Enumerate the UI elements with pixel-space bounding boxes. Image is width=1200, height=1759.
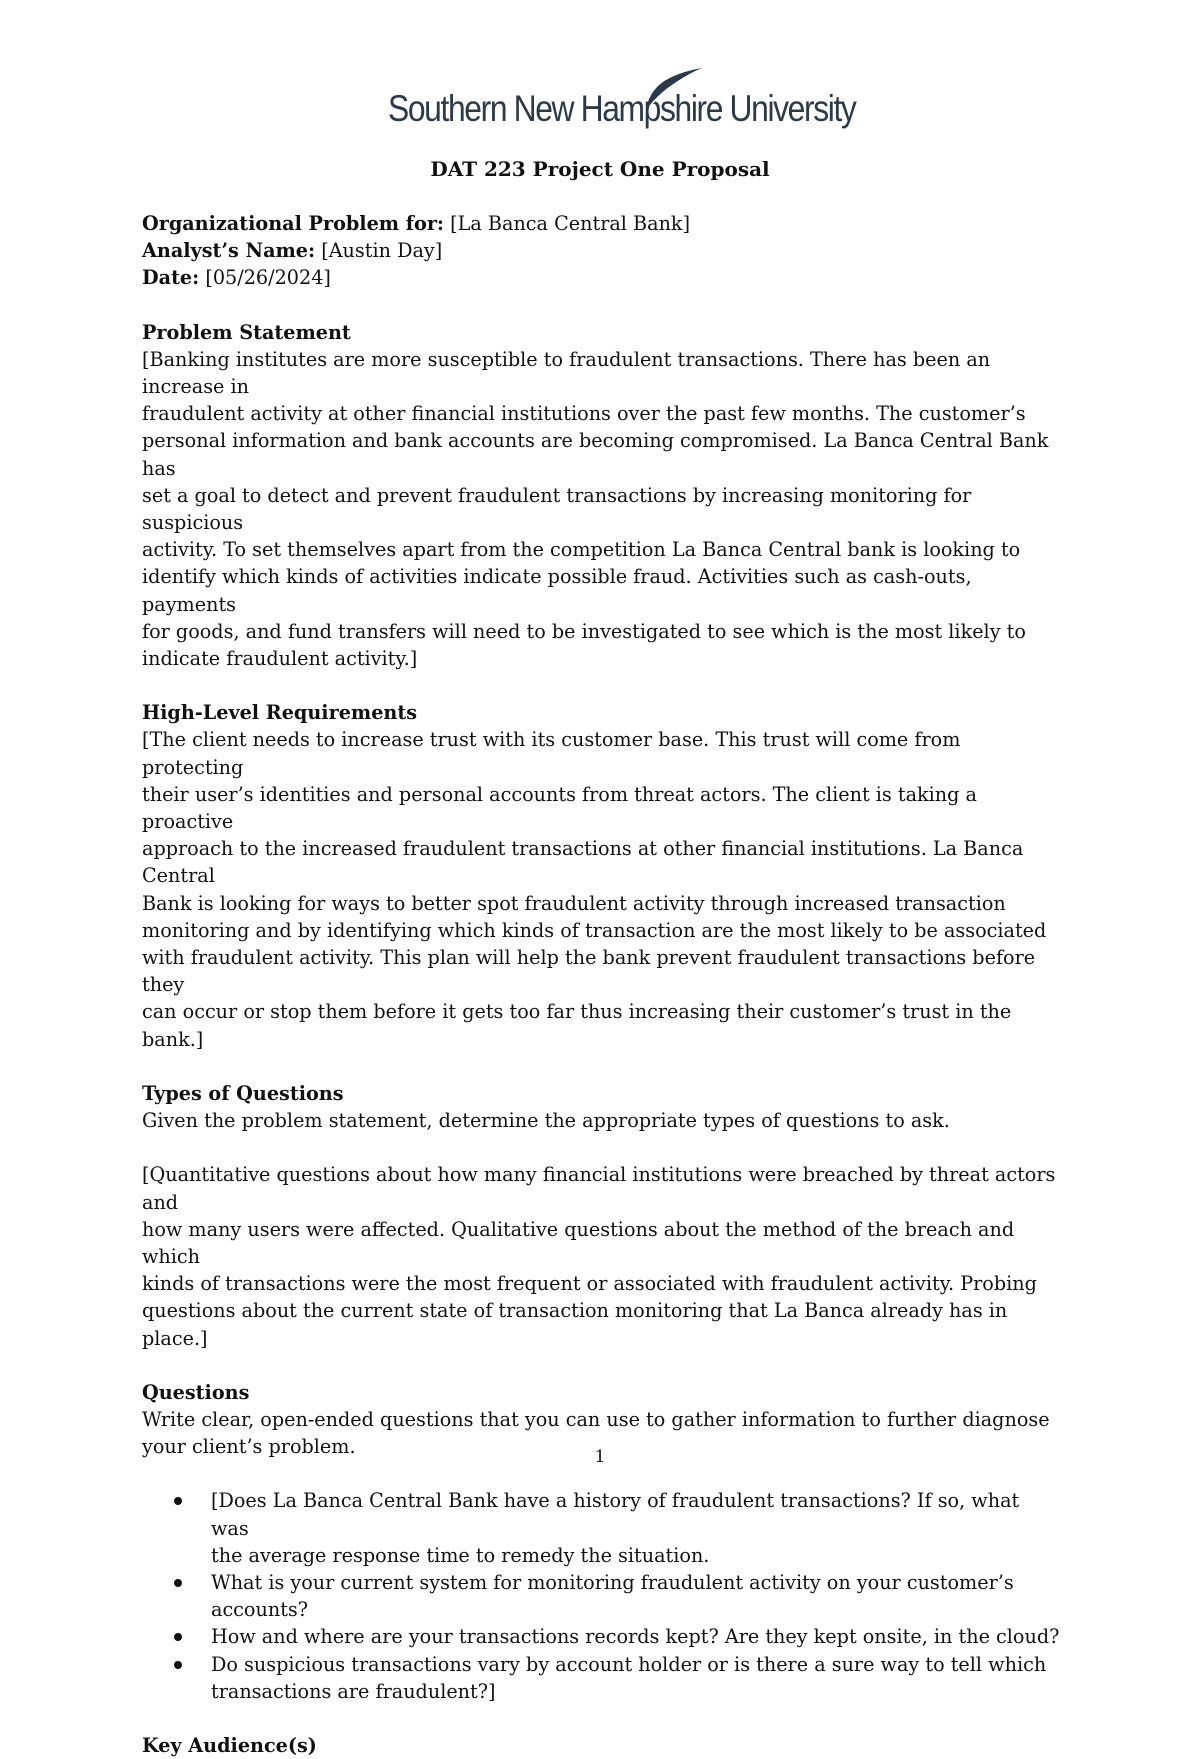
types-line: questions about the current state of transaction monitoring that La Banca already has in place.] (142, 1299, 1008, 1350)
requirements-line: their user’s identities and personal accounts from threat actors. The client is taking a proactive (142, 782, 977, 834)
document-body (142, 210, 1062, 1759)
org-label: Organizational Problem for: (142, 212, 445, 235)
questions-heading: Questions (142, 1380, 250, 1404)
question-line: transactions are fraudulent?] (211, 1679, 496, 1703)
problem-heading: Problem Statement (142, 320, 351, 344)
analyst-line (142, 237, 1062, 264)
problem-line: set a goal to detect and prevent fraudulent transactions by increasing monitoring for suspicious (142, 483, 972, 535)
types-instruction: Given the problem statement, determine the appropriate types of questions to ask. (142, 1109, 950, 1133)
date-value: [05/26/2024] (205, 266, 331, 290)
types-line: [Quantitative questions about how many financial institutions were breached by threat actors and (142, 1163, 1056, 1214)
question-line: [Does La Banca Central Bank have a history of fraudulent transactions? If so, what was (211, 1489, 1020, 1540)
question-line: How and where are your transactions records kept? Are they kept onsite, in the cloud? (211, 1625, 1060, 1649)
requirements-line: monitoring and by identifying which kinds of transaction are the most likely to be associated (142, 918, 1047, 942)
questions-list (142, 1487, 1062, 1705)
audience-heading: Key Audience(s) (142, 1733, 317, 1757)
requirements-line: can occur or stop them before it gets too far thus increasing their customer’s trust in the bank.] (142, 1000, 1012, 1051)
requirements-line: with fraudulent activity. This plan will help the bank prevent fraudulent transactions before they (142, 946, 1036, 997)
question-line: Do suspicious transactions vary by account holder or is there a sure way to tell which (211, 1652, 1047, 1676)
requirements-line: approach to the increased fraudulent transactions at other financial institutions. La Banca Central (142, 837, 1024, 888)
question-line: What is your current system for monitoring fraudulent activity on your customer’s (211, 1570, 1014, 1594)
types-line: how many users were affected. Qualitative questions about the method of the breach and which (142, 1217, 1015, 1268)
org-value: [La Banca Central Bank] (450, 212, 691, 235)
leaf-icon (636, 66, 706, 112)
types-heading: Types of Questions (142, 1081, 344, 1105)
question-line: the average response time to remedy the situation. (211, 1543, 710, 1567)
questions-instruction-line: your client’s problem. (142, 1435, 356, 1459)
document-title: DAT 223 Project One Proposal (430, 157, 770, 181)
date-label: Date: (142, 266, 200, 290)
page-number: 1 (594, 1447, 606, 1467)
types-line: kinds of transactions were the most frequent or associated with fraudulent activity. Probing (142, 1272, 1037, 1296)
requirements-line: [The client needs to increase trust with its customer base. This trust will come from protecting (142, 728, 961, 779)
problem-paragraph (142, 346, 1062, 672)
question-line: accounts? (211, 1598, 309, 1622)
list-item (211, 1623, 1062, 1650)
requirements-paragraph (142, 726, 1062, 1052)
problem-line: [Banking institutes are more susceptible to fraudulent transactions. There has been an increase in (142, 347, 991, 399)
logo-wordmark: Southern New Hampshire University (388, 88, 856, 129)
analyst-label: Analyst’s Name: (142, 239, 316, 263)
problem-line: for goods, and fund transfers will need to be investigated to see which is the most likely to (142, 619, 1026, 643)
list-item (211, 1569, 1062, 1623)
types-paragraph (142, 1161, 1062, 1351)
date-line (142, 264, 1062, 291)
problem-line: personal information and bank accounts are becoming compromised. La Banca Central Bank has (142, 429, 1049, 480)
problem-line: activity. To set themselves apart from the competition La Banca Central bank is looking to (142, 538, 1021, 562)
questions-instruction-line: Write clear, open-ended questions that you can use to gather information to further diagnose (142, 1407, 1050, 1431)
requirements-heading: High-Level Requirements (142, 701, 418, 725)
list-item (211, 1487, 1062, 1569)
requirements-line: Bank is looking for ways to better spot fraudulent activity through increased transaction (142, 891, 1006, 915)
list-item (211, 1651, 1062, 1705)
org-line (142, 210, 1062, 237)
analyst-value: [Austin Day] (321, 239, 443, 263)
university-logo (388, 66, 856, 138)
problem-line: indicate fraudulent activity.] (142, 647, 418, 671)
problem-line: identify which kinds of activities indicate possible fraud. Activities such as cash-outs, payments (142, 565, 972, 616)
problem-line: fraudulent activity at other financial institutions over the past few months. The customer’s (142, 402, 1026, 426)
